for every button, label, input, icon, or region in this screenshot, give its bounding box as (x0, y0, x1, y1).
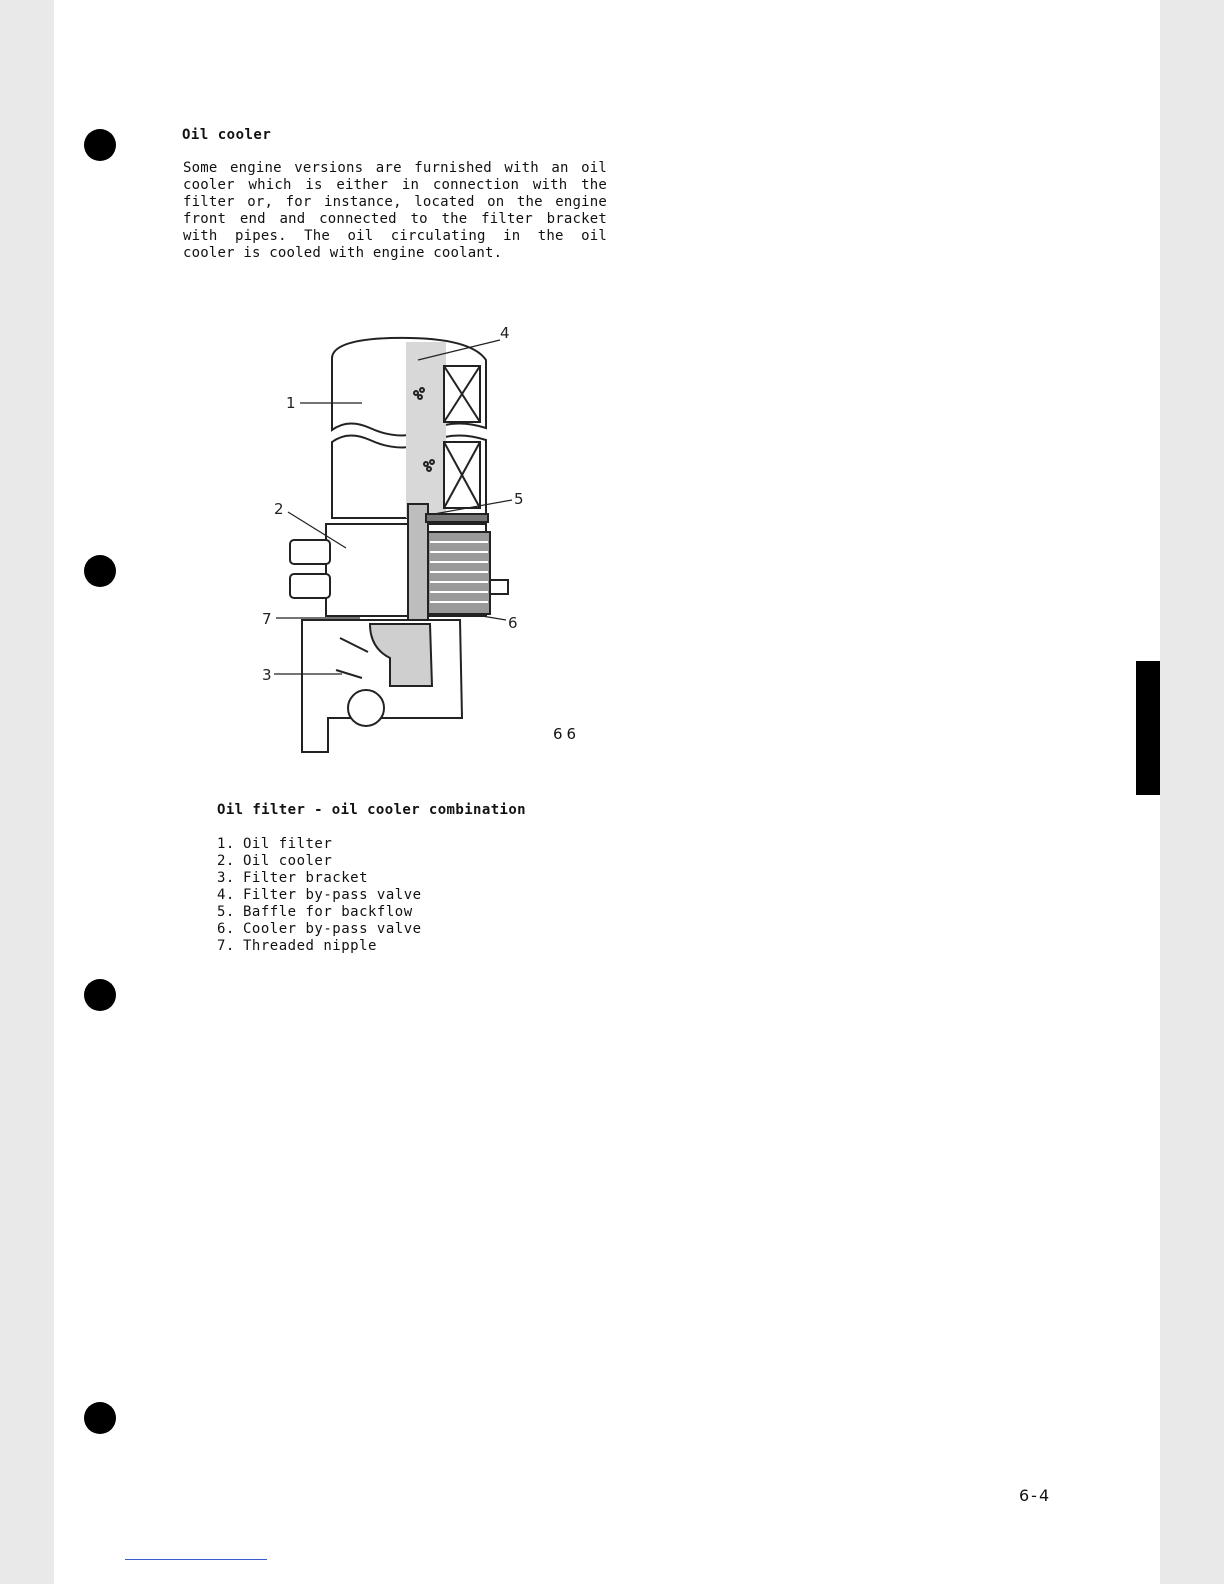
callout-2: 2 (274, 500, 284, 518)
section-heading: Oil cooler (182, 127, 272, 143)
list-item (217, 870, 422, 887)
item-number: 3. (217, 870, 235, 886)
item-number: 1. (217, 836, 235, 852)
figure-caption: Oil filter - oil cooler combination (217, 802, 527, 818)
callout-1: 1 (286, 394, 296, 412)
paragraph-line: cooler is cooled with engine coolant. (183, 245, 503, 261)
item-number: 2. (217, 853, 235, 869)
list-item (217, 921, 422, 938)
paragraph-line: front end and connected to the filter bracket (183, 211, 607, 227)
figure-number: 66 (553, 725, 581, 743)
paragraph-line: cooler which is either in connection with the (183, 177, 607, 193)
callout-5: 5 (514, 490, 524, 508)
paragraph-line: filter or, for instance, located on the engine (183, 194, 607, 210)
item-number: 7. (217, 938, 235, 954)
item-label: Oil cooler (243, 853, 333, 869)
callout-7: 7 (262, 610, 272, 628)
list-item (217, 904, 422, 921)
binder-hole-4 (84, 1402, 116, 1434)
callout-3: 3 (262, 666, 272, 684)
paragraph-line: Some engine versions are furnished with an oil (183, 160, 607, 176)
item-label: Filter bracket (243, 870, 369, 886)
item-number: 6. (217, 921, 235, 937)
intro-paragraph (183, 160, 607, 262)
item-label: Threaded nipple (243, 938, 377, 954)
item-label: Baffle for backflow (243, 904, 413, 920)
oil-filter-cooler-diagram (250, 318, 540, 758)
item-number: 5. (217, 904, 235, 920)
list-item (217, 836, 422, 853)
item-number: 4. (217, 887, 235, 903)
callout-6: 6 (508, 614, 518, 632)
item-label: Oil filter (243, 836, 333, 852)
section-tab-marker (1136, 661, 1160, 795)
page-number: 6-4 (1019, 1486, 1052, 1505)
item-label: Cooler by-pass valve (243, 921, 422, 937)
binder-hole-2 (84, 555, 116, 587)
paragraph-line: with pipes. The oil circulating in the oil (183, 228, 607, 244)
callout-4: 4 (500, 324, 510, 342)
parts-list (217, 836, 422, 955)
list-item (217, 938, 422, 955)
item-label: Filter by-pass valve (243, 887, 422, 903)
footer-rule (125, 1559, 267, 1560)
binder-hole-1 (84, 129, 116, 161)
binder-hole-3 (84, 979, 116, 1011)
list-item (217, 853, 422, 870)
list-item (217, 887, 422, 904)
